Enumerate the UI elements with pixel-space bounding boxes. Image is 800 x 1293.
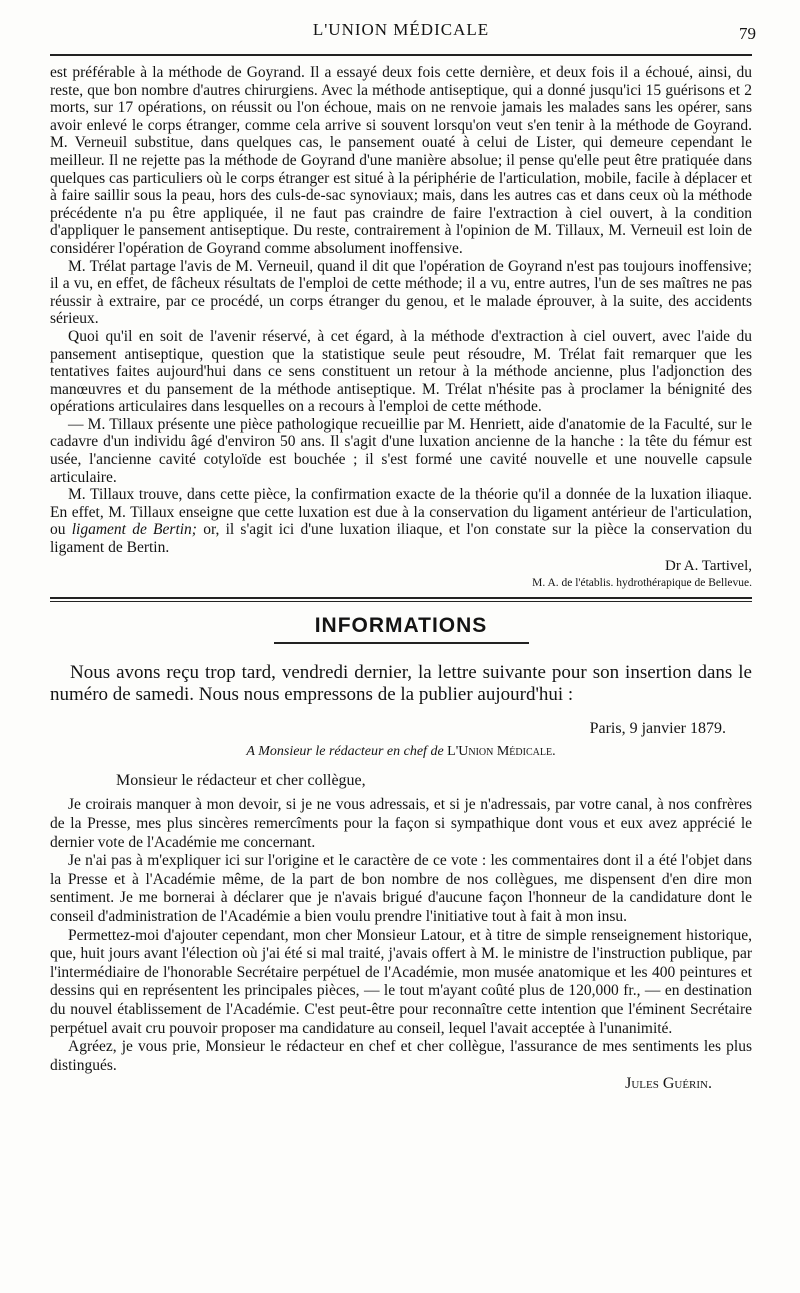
addressee-journal: L'Union Médicale.: [447, 744, 556, 760]
article-body: [50, 64, 752, 591]
article-paragraph: Quoi qu'il en soit de l'avenir réservé, à cet égard, à la méthode d'extraction à ciel ouvert, avec l'aide du pansement antiseptique, question que la statistique seule peut résoudre, M. Trélat fait remarquer que les tentatives faites aujourd'hui dans ce sens constituent un retour à la méthode ancienne, plus l'adjonction des manœuvres et du pansement de la méthode antiseptique. M. Trélat n'hésite pas à proclamer la bénignité des opérations articulaires dans lesquelles on a recours à l'emploi de cette méthode.: [50, 327, 752, 416]
letter-salutation: Monsieur le rédacteur et cher collègue,: [116, 772, 366, 790]
letter-signature: [50, 1075, 752, 1093]
paragraph-text: M. Tillaux trouve, dans cette pièce, la confirmation exacte de la théorie qu'il a donnée de la luxation iliaque. En effet, M. Tillaux enseigne que cette luxation est due à la conservation du ligament antérieur de l'articulation, ou: [50, 486, 752, 539]
letter-paragraph: Permettez-moi d'ajouter cependant, mon cher Monsieur Latour, et à titre de simple renseignement historique, que, huit jours avant l'élection où j'ai été si mal traité, j'avais offert à M. le ministre de l'instruction publique, par l'intermédiaire de l'honorable Secrétaire perpétuel de l'Académie, mon musée anatomique et les 400 peintures et dessins qui en représentent les principales pièces, — le tout m'ayant coûté plus de 120,000 fr., — en destination du nouvel établissement de l'Académie. C'est peut-être pour reconnaître cette intention que l'éminent Secrétaire perpétuel avait cru pouvoir proposer ma candidature au conseil, lequel l'avait acceptée à l'unanimité.: [50, 926, 752, 1037]
letter-paragraph: Je croirais manquer à mon devoir, si je ne vous adressais, et si je n'adressais, par votre canal, à nos confrères de la Presse, mes plus sincères remercîments pour la façon si sympathique dont vous et eux avez apprécié le dernier vote de l'Académie me concernant.: [50, 796, 752, 851]
header-rule: [50, 54, 752, 56]
title-underline: [274, 642, 529, 644]
author-affiliation: M. A. de l'établis. hydrothérapique de Bellevue.: [532, 576, 752, 589]
paragraph-text: or, il s'agit ici d'une luxation iliaque, et l'on constate sur la pièce la conservation du ligament de Bertin.: [50, 521, 753, 557]
letter-date: Paris, 9 janvier 1879.: [589, 720, 726, 738]
article-paragraph: — M. Tillaux présente une pièce pathologique recueillie par M. Henriett, aide d'anatomie de la Faculté, sur le cadavre d'un individu âgé d'environ 50 ans. Il s'agit d'une luxation ancienne de la hanche : la tête du fémur est usée, l'ancienne cavité cotyloïde est bouchée ; il s'est formé une cavité nouvelle et une nouvelle capsule articulaire.: [50, 415, 752, 486]
section-title: INFORMATIONS: [314, 613, 488, 637]
article-paragraph: [50, 486, 752, 556]
article-paragraph: M. Trélat partage l'avis de M. Verneuil, quand il dit que l'opération de Goyrand n'est pas toujours inoffensive; il a vu, en effet, de fâcheux résultats de l'emploi de cette méthode; il a vu, entre autres, l'un de ses maîtres ne pas réussir à extraire, par ce procédé, un corps étranger du genou, et le malade éprouver, à la suite, des accidents sérieux.: [50, 257, 752, 328]
letter-paragraph: Je n'ai pas à m'expliquer ici sur l'origine et le caractère de ce vote : les commentaires dont il a été l'objet dans la Presse et à l'Académie même, de la part de bon nombre de nos collègues, me dispensent d'en dire mon sentiment. Je me bornerai à déclarer que je n'avais brigué d'aucune façon l'honneur de la candidature dont le conseil d'administration de l'Académie a bien voulu prendre l'initiative tout à fait à mon insu.: [50, 852, 752, 925]
author-signature: Dr A. Tartivel,: [665, 557, 752, 574]
page-number: 79: [739, 24, 756, 43]
page-header: [50, 20, 756, 48]
journal-title: L'UNION MÉDICALE: [312, 20, 490, 39]
section-divider: [50, 597, 752, 599]
addressee-text: A Monsieur le rédacteur en chef de: [246, 744, 444, 760]
article-paragraph: est préférable à la méthode de Goyrand. Il a essayé deux fois cette dernière, et deux fois il a échoué, ainsi, du reste, que bon nombre d'autres chirurgiens. Avec la méthode antiseptique, qui a donné jusqu'ici 15 guérisons et 2 morts, sur 17 opérations, on réussit ou l'on échoue, mais on ne renvoie jamais les malades sans les opérer, sans avoir enlevé le corps étranger, comme cela arrive si souvent lorsqu'on veut s'en tenir à la méthode de Goyrand. M. Verneuil substitue, dans quelques cas, le pansement ouaté à celui de Lister, qui demeure cependant le meilleur. Il ne rejette pas la méthode de Goyrand d'une manière absolue; il pense qu'elle peut être pratiquée dans quelques cas particuliers où le corps étranger est situé à la périphérie de l'articulation, mobile, facile à déplacer et à faire saillir sous la peau, hors des culs-de-sac synoviaux; mais, dans les autres cas et dans ceux où la méthode précédente n'a pu être appliquée, il ne faut pas craindre de faire l'extraction à ciel ouvert, à la condition d'appliquer le pansement antiseptique. Du reste, contrairement à l'opinion de M. Tillaux, M. Verneuil est loin de considérer l'opération de Goyrand comme absolument inoffensive.: [50, 64, 752, 257]
letter-addressee: [50, 744, 752, 760]
italic-term: ligament de Bertin;: [71, 521, 197, 539]
editorial-intro: Nous avons reçu trop tard, vendredi dernier, la lettre suivante pour son insertion dans le numéro de samedi. Nous nous empressons de la publier aujourd'hui :: [50, 661, 752, 706]
signature-name: Jules Guérin.: [625, 1075, 712, 1093]
letter-body: [50, 796, 752, 1093]
letter-closing: Agréez, je vous prie, Monsieur le rédacteur en chef et cher collègue, l'assurance de mes sentiments les plus distingués.: [50, 1038, 752, 1074]
section-divider-thin: [50, 601, 752, 602]
